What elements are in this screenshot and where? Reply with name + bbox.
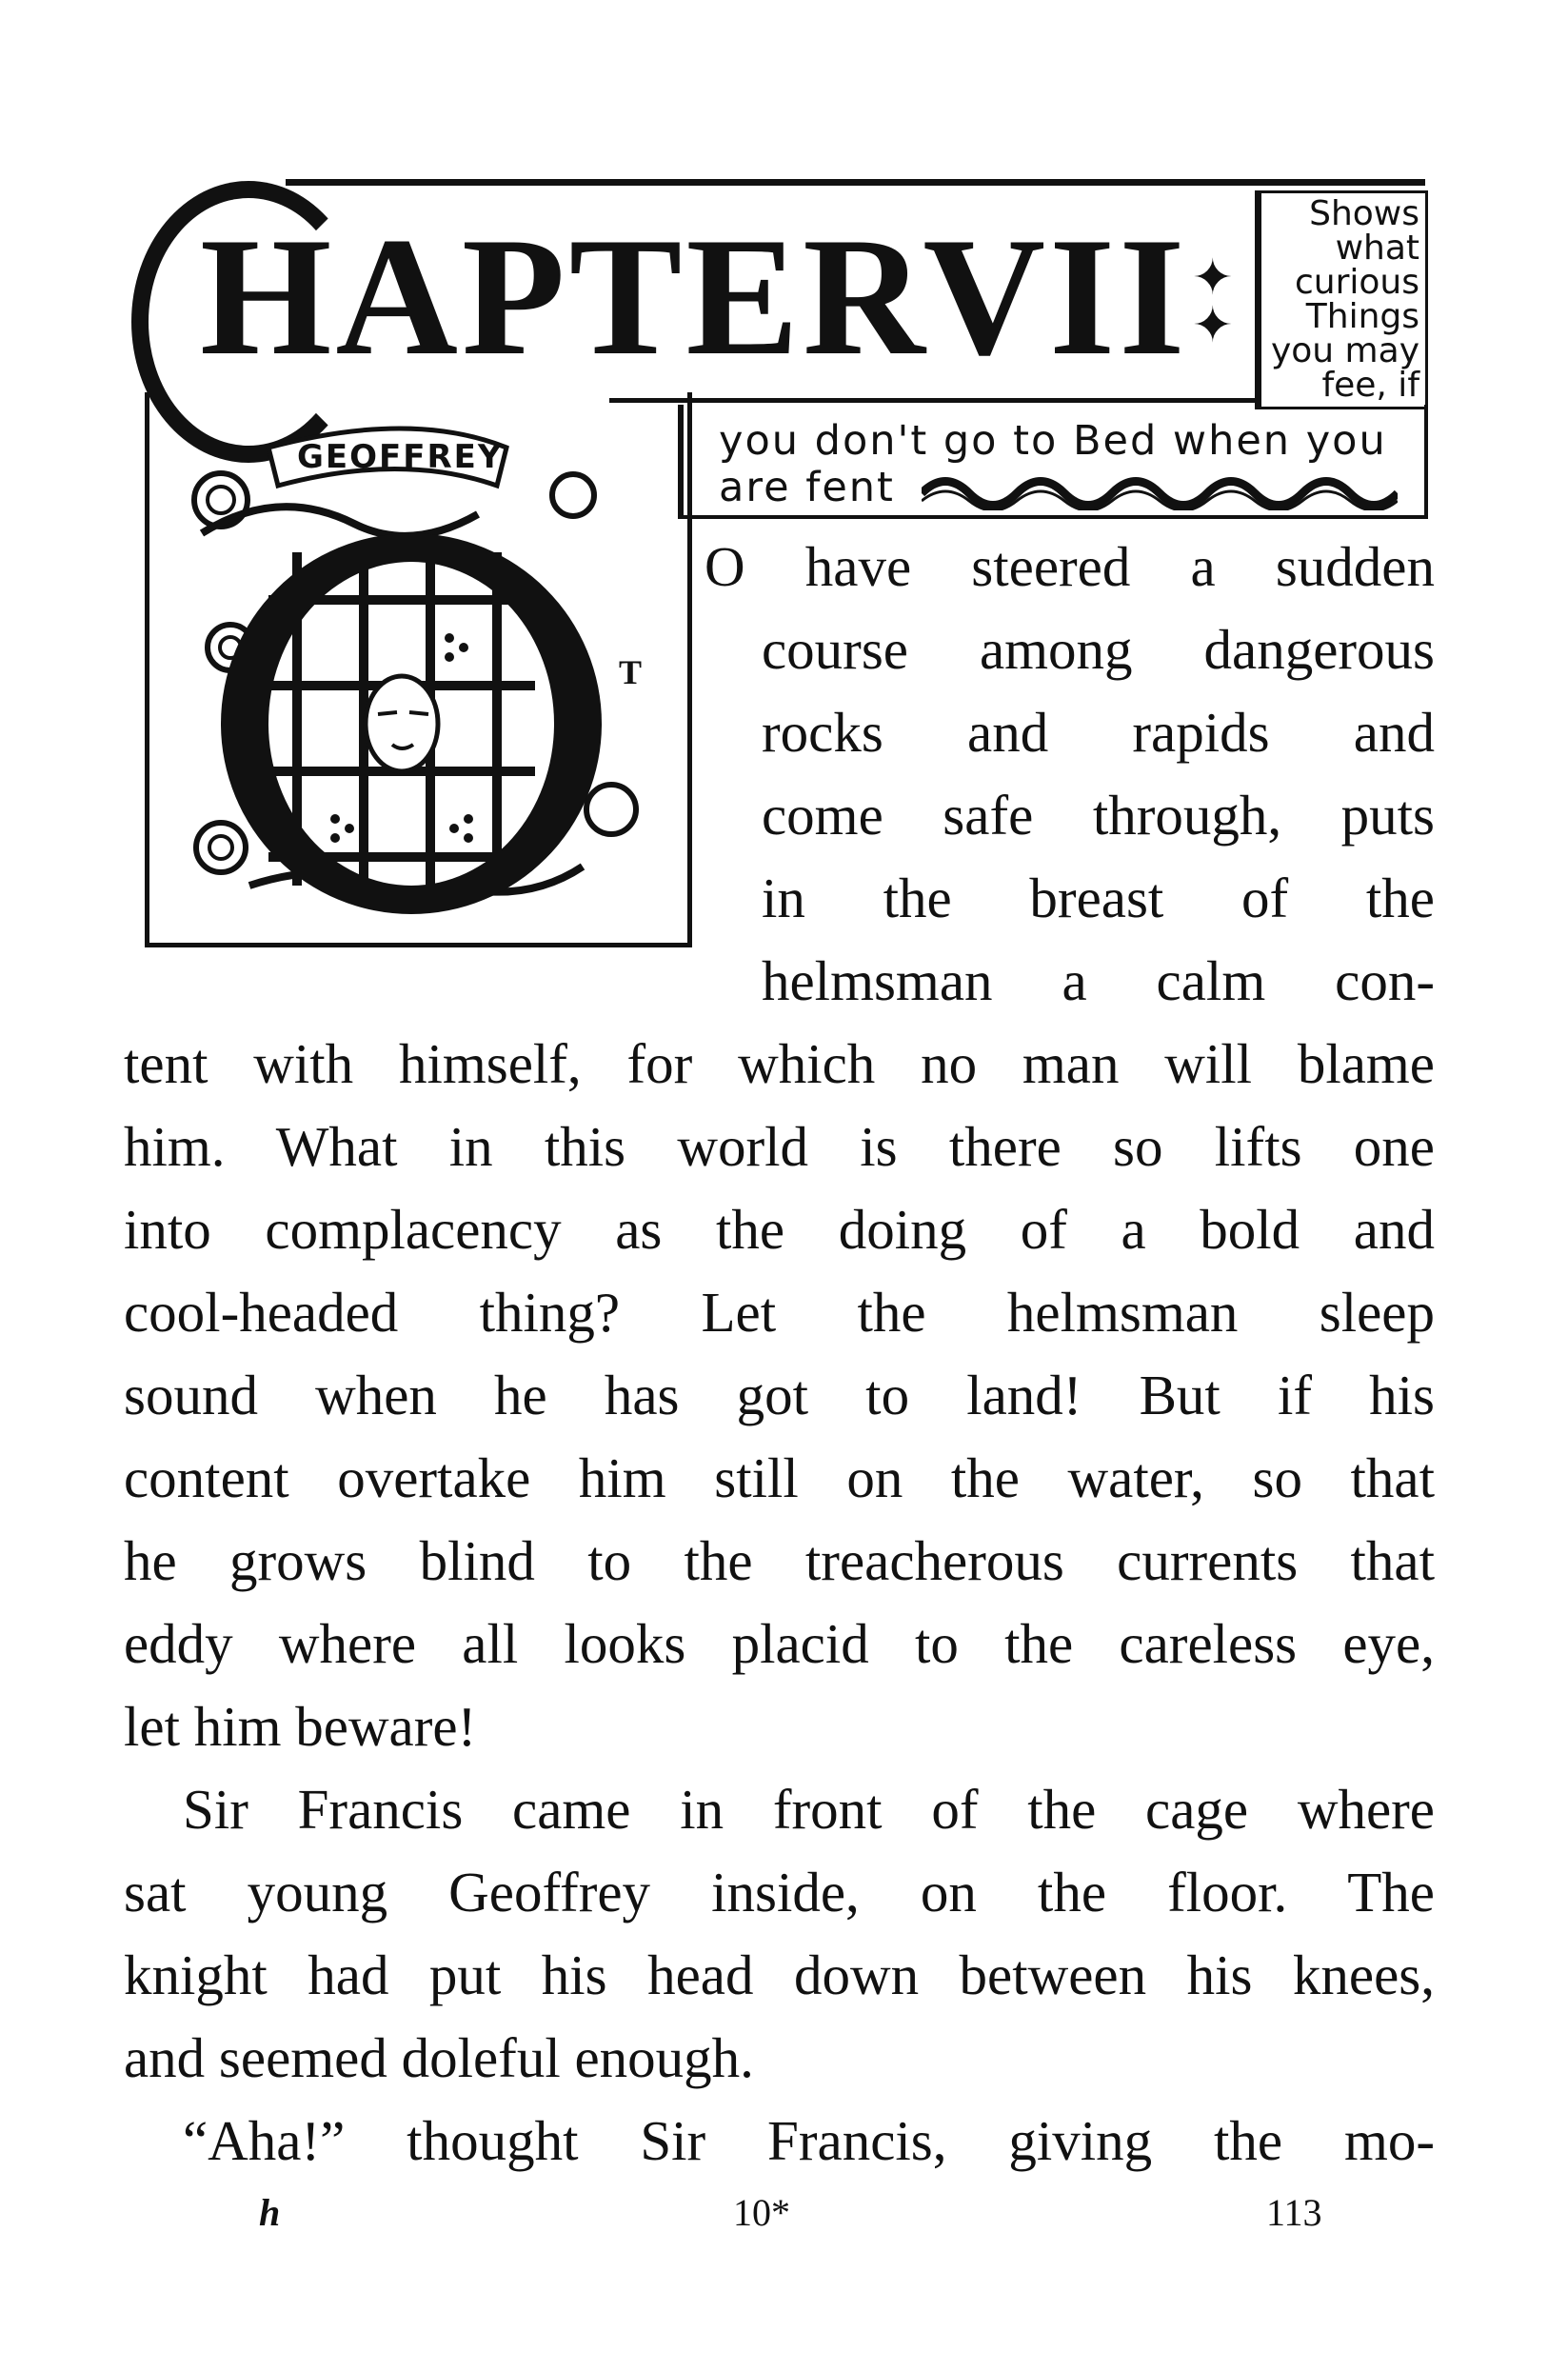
text-line: O have steered a sudden [705, 535, 1435, 598]
text-line: and seemed doleful enough. [124, 2026, 754, 2089]
chapter-title: HAPTERVII [200, 202, 1189, 390]
text-line: come safe through, puts [762, 784, 1435, 847]
text-line: tent with himself, for which no man will blame [124, 1032, 1435, 1095]
drop-cap-letter: T [619, 653, 643, 691]
subtitle-line: you may [1270, 331, 1419, 370]
text-line: course among dangerous [762, 618, 1435, 681]
text-line: he grows blind to the treacherous currents that [124, 1529, 1435, 1592]
text-line: rocks and rapids and [762, 701, 1435, 764]
text-line: sat young Geoffrey inside, on the floor. The [124, 1861, 1435, 1924]
text-line: Sir Francis came in front of the cage where [183, 1778, 1435, 1841]
heading-rule-top [286, 179, 1425, 186]
subtitle-line: Shows [1309, 194, 1419, 233]
heading-rule-bottom [609, 398, 1257, 403]
text-line: let him beware! [124, 1695, 477, 1758]
text-line: in the breast of the [762, 867, 1435, 929]
printer-signature-mark: h [259, 2191, 281, 2234]
text-line: him. What in this world is there so lifts one [124, 1115, 1435, 1178]
subtitle-line: what [1335, 229, 1419, 268]
text-line: cool-headed thing? Let the helmsman sleep [124, 1281, 1435, 1344]
knight-in-cage-illustration-icon [164, 409, 678, 928]
subtitle-line: fee, if [1321, 366, 1419, 405]
text-line: into complacency as the doing of a bold and [124, 1198, 1435, 1261]
text-line: eddy where all looks placid to the careless eye, [124, 1612, 1435, 1675]
text-line: knight had put his head down between his knees, [124, 1943, 1435, 2006]
initial-banner-name: GEOFFREY [297, 438, 504, 476]
text-line: “Aha!” thought Sir Francis, giving the mo- [183, 2109, 1435, 2172]
text-line: sound when he has got to land! But if his [124, 1364, 1435, 1426]
text-line: content overtake him still on the water, so that [124, 1446, 1435, 1509]
gathering-signature: 10* [733, 2191, 790, 2234]
wave-ornament-icon [922, 465, 1398, 510]
chapter-subtitle-box [1255, 190, 1428, 409]
subtitle-continuation-line: you don't go to Bed when you [719, 417, 1387, 465]
subtitle-continuation-line: are fent [719, 464, 895, 511]
star-ornament-icon: ✦ ✦ [1192, 251, 1234, 353]
page-number: 113 [1266, 2191, 1322, 2234]
text-line: helmsman a calm con- [762, 949, 1435, 1012]
subtitle-line: curious [1294, 263, 1419, 302]
subtitle-line: Things [1305, 297, 1419, 336]
